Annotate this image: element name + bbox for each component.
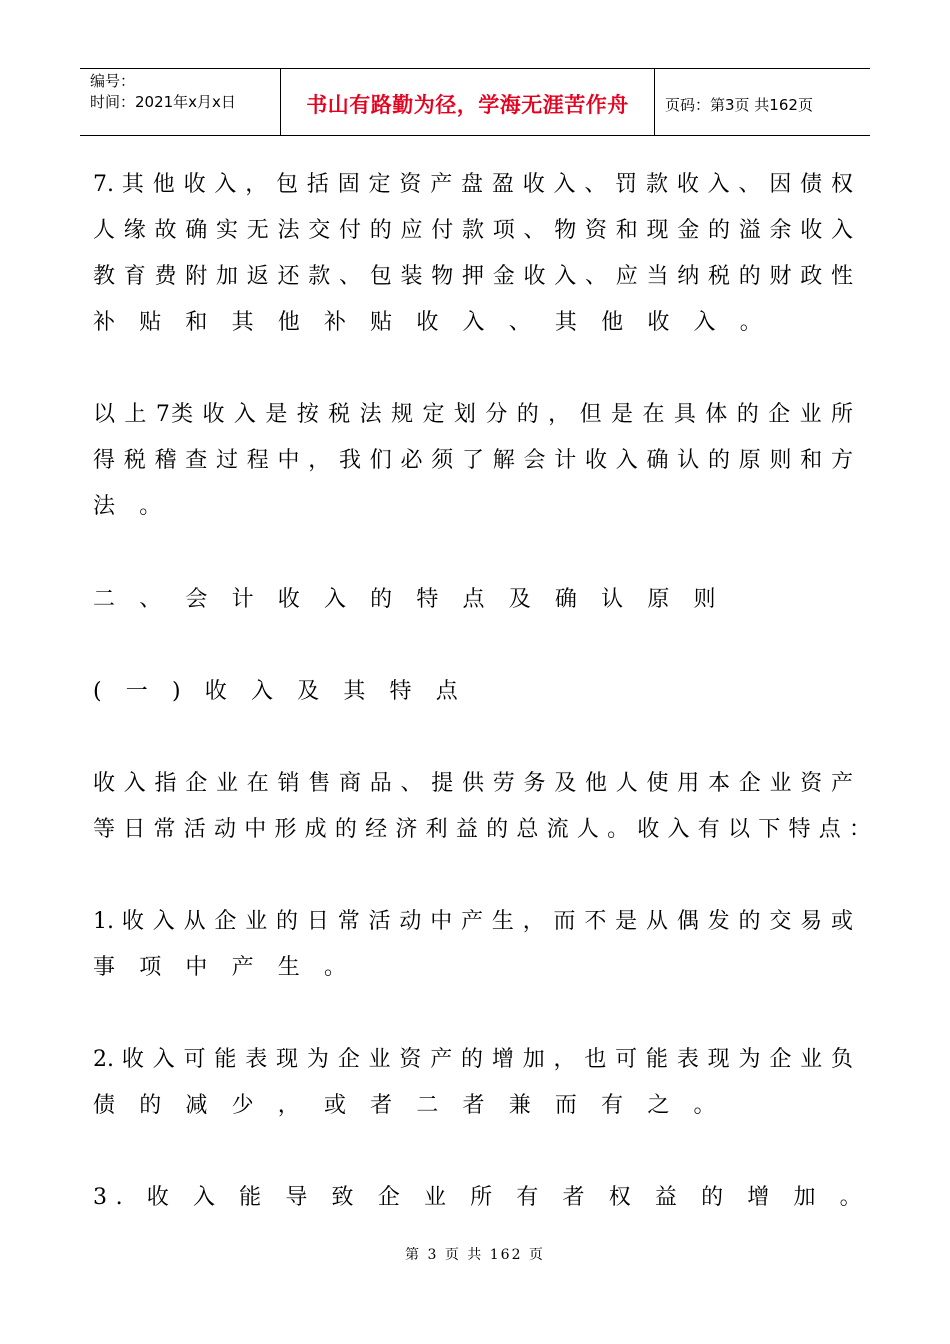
text-line: 3. 收 入 能 导 致 企 业 所 有 者 权 益 的 增 加 。 xyxy=(93,1185,871,1210)
text-line: 收 入 指 企 业 在 销 售 商 品 、 提 供 劳 务 及 他 人 使 用 本 企 业 资 产 xyxy=(93,771,853,796)
text-line: 1. 收 入 从 企 业 的 日 常 活 动 中 产 生 ， 而 不 是 从 偶 发 的 交 易 或 xyxy=(93,909,853,934)
number-label: 编号： xyxy=(90,72,136,90)
text-line: 7. 其 他 收 入 ， 包 括 固 定 资 产 盘 盈 收 入 、 罚 款 收 入 、 因 债 权 xyxy=(93,172,853,197)
text-line: 教 育 费 附 加 返 还 款 、 包 装 物 押 金 收 入 、 应 当 纳 税 的 财 政 性 xyxy=(93,264,853,289)
page-info: 页码：第3页 共162页 xyxy=(665,95,813,114)
text-line: 事 项 中 产 生 。 xyxy=(93,955,355,980)
text-line: 法 。 xyxy=(93,494,170,519)
text-line: 2. 收 入 可 能 表 现 为 企 业 资 产 的 增 加 ， 也 可 能 表 现 为 企 业 负 xyxy=(93,1047,853,1072)
time-label: 时间：2021年x月x日 xyxy=(90,93,236,111)
text-line: 补 贴 和 其 他 补 贴 收 入 、 其 他 收 入 。 xyxy=(93,310,771,335)
text-line: 以 上 7类 收 入 是 按 税 法 规 定 划 分 的 ， 但 是 在 具 体 的 企 业 所 xyxy=(93,402,853,427)
text-line: 等 日 常 活 动 中 形 成 的 经 济 利 益 的 总 流 人 。 收 入 有 以 下 特 点 ： xyxy=(93,817,871,842)
text-line: 人 缘 故 确 实 无 法 交 付 的 应 付 款 项 、 物 资 和 现 金 的 溢 余 收 入 xyxy=(93,218,853,243)
motto-text: 书山有路勤为径，学海无涯苦作舟 xyxy=(306,93,629,117)
page-footer: 第 3 页 共 162 页 xyxy=(405,1247,545,1263)
text-line: 得 税 稽 查 过 程 中 ， 我 们 必 须 了 解 会 计 收 入 确 认 的 原 则 和 方 xyxy=(93,448,853,473)
section-heading: 二 、 会 计 收 入 的 特 点 及 确 认 原 则 xyxy=(93,587,725,612)
subsection-heading: ( 一 ) 收 入 及 其 特 点 xyxy=(93,679,467,704)
text-line: 债 的 减 少 ， 或 者 二 者 兼 而 有 之 。 xyxy=(93,1093,725,1118)
